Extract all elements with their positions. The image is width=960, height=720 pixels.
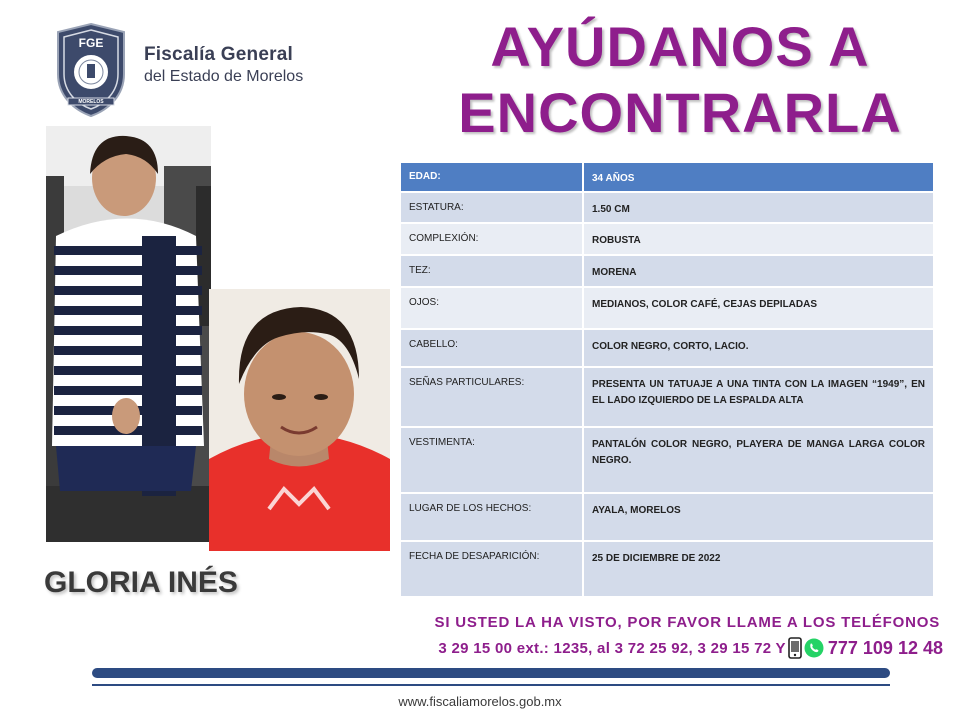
table-row [401,255,933,287]
table-row [401,427,933,493]
whatsapp-number: 777 109 12 48 [827,637,943,658]
table-row [401,163,933,192]
detail-label: COMPLEXIÓN: [401,223,583,255]
phone-icon [788,637,802,659]
footer-divider-thick [92,668,890,678]
detail-label: TEZ: [401,255,583,287]
detail-value: ROBUSTA [583,223,933,255]
organization-line1: Fiscalía General [144,44,293,65]
detail-label: LUGAR DE LOS HECHOS: [401,493,583,541]
detail-value: COLOR NEGRO, CORTO, LACIO. [583,329,933,367]
detail-value: PRESENTA UN TATUAJE A UNA TINTA CON LA IMAGEN “1949”, EN EL LADO IZQUIERDO DE LA ESPALDA ALTA [583,367,933,427]
person-photo-portrait [209,289,390,551]
table-row [401,541,933,597]
detail-value: 1.50 CM [583,192,933,223]
detail-label: CABELLO: [401,329,583,367]
table-row [401,223,933,255]
person-name: GLORIA INÉS [44,566,238,599]
headline [420,14,940,146]
table-row [401,329,933,367]
person-photo-full [46,126,211,542]
headline-line2: ENCONTRARLA [458,81,902,144]
table-row [401,493,933,541]
organization-name [144,44,303,86]
detail-value: MEDIANOS, COLOR CAFÉ, CEJAS DEPILADAS [583,287,933,329]
website-link[interactable]: www.fiscaliamorelos.gob.mx [398,694,562,709]
logo-text: FGE [78,36,104,50]
detail-label: FECHA DE DESAPARICIÓN: [401,541,583,597]
details-table [401,163,933,598]
detail-value: MORENA [583,255,933,287]
footer-divider-thin [92,684,890,686]
detail-label: EDAD: [401,163,583,192]
table-row [401,287,933,329]
phone-line [380,636,943,660]
phone-numbers: 3 29 15 00 ext.: 1235, al 3 72 25 92, 3 29 15 72 Y [438,639,786,657]
detail-value: AYALA, MORELOS [583,493,933,541]
call-to-action: SI USTED LA HA VISTO, POR FAVOR LLAME A LOS TELÉFONOS [434,614,940,631]
detail-label: VESTIMENTA: [401,427,583,493]
headline-line1: AYÚDANOS A [490,15,870,78]
logo-band-text: MORELOS [78,99,104,105]
fge-shield-logo [54,22,128,118]
table-row [401,192,933,223]
whatsapp-icon [804,638,824,658]
detail-value: PANTALÓN COLOR NEGRO, PLAYERA DE MANGA LARGA COLOR NEGRO. [583,427,933,493]
detail-label: SEÑAS PARTICULARES: [401,367,583,427]
organization-line2: del Estado de Morelos [144,68,304,85]
table-row [401,367,933,427]
detail-value: 34 AÑOS [583,163,933,192]
detail-value: 25 DE DICIEMBRE DE 2022 [583,541,933,597]
detail-label: ESTATURA: [401,192,583,223]
detail-label: OJOS: [401,287,583,329]
